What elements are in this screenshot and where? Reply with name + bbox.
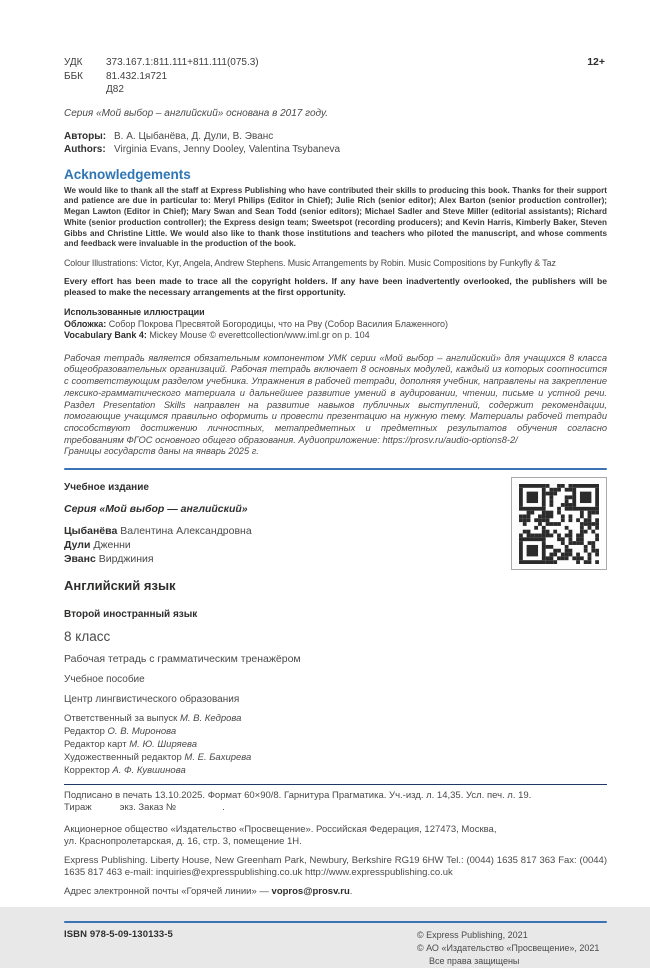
copyright-trace-notice: Every effort has been made to trace all the copyright holders. If any have been inadvertently overlooked, the publishers will be pleased to make the necessary arrangements at the first opportunity. xyxy=(64,276,607,298)
edition-author: Дули Дженни xyxy=(64,539,131,552)
publisher-en-address: Express Publishing. Liberty House, New Greenham Park, Newbury, Berkshire RG19 6HW Tel.: (0044) 1635 817 363 Fax: (0044) 1635 817 463 e-mail: inquiries@expresspublishing.co.uk http://www.expresspublishing.co.uk xyxy=(64,855,607,878)
staff-row: Ответственный за выпуск М. В. Кедрова xyxy=(64,713,242,725)
vocabulary-bank-label: Vocabulary Bank 4: xyxy=(64,330,147,341)
acknowledgements-heading: Acknowledgements xyxy=(64,166,191,182)
acknowledgements-text: We would like to thank all the staff at Express Publishing who have contributed their skills to producing this book. Thanks for their support and patience are due in particular to: Meryl Philips (Editor in Chief); Julie Rich (senior editor); Alex Barton (senior production controller); Megan Lawton (Editor in Chief); Mary Swan and Sean Todd (senior editors); Michael Sadler and Steve Miller (editorial assistants); Richard White (senior production controller); the Express design team; Sweetspot (recording producers); and Kevin Harris, Kimberly Baker, Steven Gibbs and Christine Little. We would also like to thank those institutions and teachers who piloted the manuscript, and whose comments and feedback were invaluable in the production of the book. xyxy=(64,185,607,249)
print-line: Подписано в печать 13.10.2025. Формат 60×90/8. Гарнитура Прагматика. Уч.-изд. л. 14,35. Усл. печ. л. 19. xyxy=(64,790,532,802)
workbook-subtitle: Рабочая тетрадь с грамматическим тренажёром xyxy=(64,653,301,666)
hotline-email: vopros@prosv.ru xyxy=(271,886,350,898)
isbn: ISBN 978-5-09-130133-5 xyxy=(64,929,173,941)
illustration-credits-line: Colour Illustrations: Victor, Kyr, Angela, Andrew Stephens. Music Arrangements by Robin. Music Compositions by Funkyfly & Taz xyxy=(64,258,556,269)
authors-block xyxy=(64,130,607,156)
age-rating-badge: 12+ xyxy=(587,56,605,68)
edition-author: Эванс Вирджиния xyxy=(64,553,154,566)
annotation-text: Рабочая тетрадь является обязательным компонентом УМК серии «Мой выбор – английский» для учащихся 8 класса общеобразовательных организаций. Рабочая тетрадь включает 8 основных модулей, каждый из которых соотносится с соответствующим разделом учебника. Упражнения в рабочей тетради, дополняя учебник, направлены на закрепление лексико-грамматического материала и дальнейшее развитие умений в аудировании, чтении, письме и устной речи. Раздел Presentation Skills направлен на развитие навыков публичных выступлений, содержит рекомендации, помогающие учащимся правильно оформить и провести презентацию на нужную тему. Материалы рабочей тетради способствуют достижению личностных, метапредметных и предметных результатов обучения согласно требованиям ФГОС основного общего образования. Аудиоприложение: https://prosv.ru/audio-options8-2/ xyxy=(64,352,607,445)
staff-row: Редактор О. В. Миронова xyxy=(64,726,177,738)
cover-label: Обложка: xyxy=(64,318,107,329)
subject-title: Английский язык xyxy=(64,578,176,594)
copyright-column xyxy=(417,929,607,968)
authors-en-value: Virginia Evans, Jenny Dooley, Valentina Tsybaneva xyxy=(114,143,341,155)
authors-en-label: Authors: xyxy=(64,143,106,155)
publisher-ru-address: Акционерное общество «Издательство «Просвещение». Российская Федерация, 127473, Москва, ул. Краснопролетарская, д. 16, стр. 3, помещение 1Н. xyxy=(64,824,497,847)
qr-code xyxy=(511,477,607,570)
bbk-value: 81.432.1я721 xyxy=(106,70,168,82)
rights-reserved-line: Все права защищены xyxy=(429,956,520,967)
staff-row: Художественный редактор М. Е. Бахирева xyxy=(64,752,252,764)
edition-series-title: Серия «Мой выбор — английский» xyxy=(64,503,248,516)
used-illustrations-heading: Использованные иллюстрации xyxy=(64,307,205,318)
print-data-block xyxy=(64,790,607,814)
staff-row: Редактор карт М. Ю. Ширяева xyxy=(64,739,198,751)
book-code: Д82 xyxy=(106,84,124,95)
footer xyxy=(64,929,607,968)
edition-section xyxy=(64,470,607,777)
hotline-email-line: Адрес электронной почты «Горячей линии» — vopros@prosv.ru. xyxy=(64,886,353,898)
vocabulary-bank-credit: Mickey Mouse © everettcollection/www.iml.gr on p. 104 xyxy=(146,330,370,341)
edition-author: Цыбанёва Валентина Александровна xyxy=(64,525,252,538)
bbk-label: ББК xyxy=(64,70,83,82)
borders-note: Границы государств даны на январь 2025 г. xyxy=(64,446,259,457)
cover-credit: Собор Покрова Пресвятой Богородицы, что на Рву (Собор Василия Блаженного) xyxy=(106,318,449,329)
copyright-line: © АО «Издательство «Просвещение», 2021 xyxy=(417,943,600,954)
grade-label: 8 класс xyxy=(64,629,111,645)
authors-ru-value: В. А. Цыбанёва, Д. Дули, В. Эванс xyxy=(114,130,274,142)
divider-blue-bottom xyxy=(64,921,607,923)
linguistic-center-label: Центр лингвистического образования xyxy=(64,694,240,706)
udk-label: УДК xyxy=(64,57,83,68)
classification-block xyxy=(64,56,607,97)
udk-value: 373.167.1:811.111+811.111(075.3) xyxy=(106,57,259,68)
staff-row: Корректор А. Ф. Кувшинова xyxy=(64,765,186,777)
staff-credits-list xyxy=(64,712,607,777)
divider-dark xyxy=(64,784,607,785)
series-founded-note: Серия «Мой выбор – английский» основана в 2017 году. xyxy=(64,107,329,119)
annotation-paragraph xyxy=(64,353,607,458)
edition-type: Учебное пособие xyxy=(64,674,145,686)
authors-ru-label: Авторы: xyxy=(64,130,107,142)
second-language-label: Второй иностранный язык xyxy=(64,609,198,621)
copyright-line: © Express Publishing, 2021 xyxy=(417,930,528,941)
tirazh-line: Тираж экз. Заказ № . xyxy=(64,802,225,814)
used-illustrations-block xyxy=(64,307,607,342)
edition-kind: Учебное издание xyxy=(64,482,149,494)
